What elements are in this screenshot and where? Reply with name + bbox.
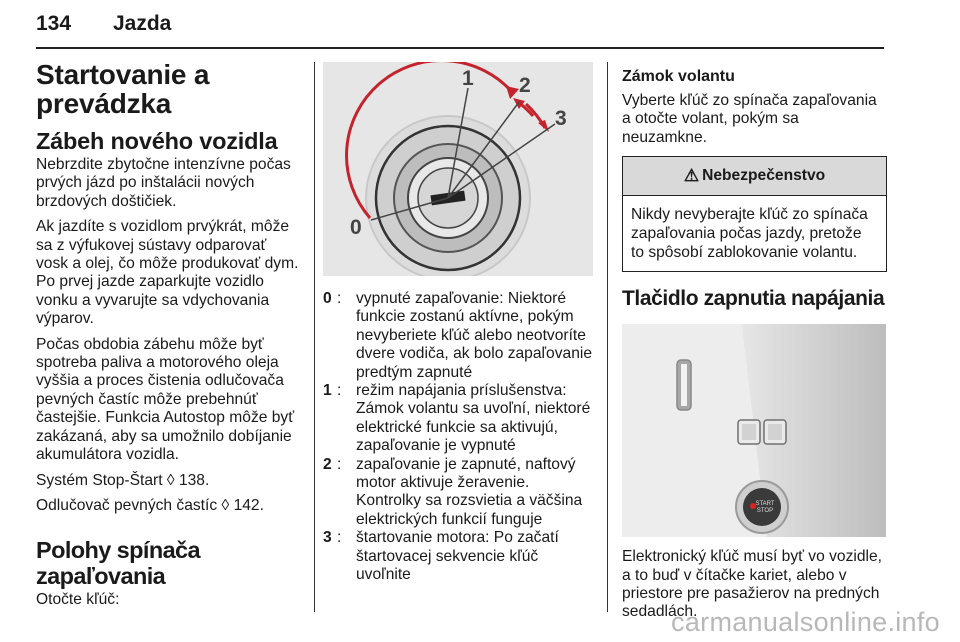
legend-text: vypnuté zapaľovanie: Niektoré funkcie zostanú aktívne, pokým nevyberiete kľúč alebo neotvoríte dvere vodiča, ak bolo zapaľovanie predtým zapnuté xyxy=(356,290,593,381)
position-label-1: 1 xyxy=(462,67,474,90)
warning-title: Nebezpečenstvo xyxy=(702,167,826,185)
legend-row xyxy=(323,529,595,584)
paragraph-turn-key: Otočte kľúč: xyxy=(36,591,120,609)
warning-text: Nikdy nevyberajte kľúč zo spínača zapaľovania počas jazdy, pretože to spôsobí zablokovanie volantu. xyxy=(631,206,868,262)
start-button-label-line2: STOP xyxy=(756,508,774,515)
xref-particle-filter[interactable] xyxy=(36,497,302,515)
legend-colon: : xyxy=(337,529,342,547)
steering-lock-paragraph: Vyberte kľúč zo spínača zapaľovania a otočte volant, pokým sa neuzamkne. xyxy=(622,92,877,146)
legend-row xyxy=(323,290,595,382)
dashboard-photo-drawing xyxy=(622,324,886,537)
chapter-title: Jazda xyxy=(113,12,172,35)
paragraph-consumption: Počas obdobia zábehu môže byť spotreba paliva a motorového oleja vyššia a proces čistenia odlučovača pevných častíc môže prebehnúť častejšie. Funkcia Autostop môže byť zakázaná, aby sa umožnilo dobíjanie akumulátora vozidla. xyxy=(36,335,295,464)
position-label-0: 0 xyxy=(350,216,362,239)
section-title-line1: Startovanie a xyxy=(36,59,210,90)
paragraph-brakes: Nebrzdite zbytočne intenzívne počas prvých jázd po inštalácii nových brzdových doštičiek. xyxy=(36,156,291,210)
paragraph-exhaust: Ak jazdíte s vozidlom prvýkrát, môže sa z výfukovej sústavy odparovať vosk a olej, čo môže produkovať dym. Po prvej jazde zaparkujte vozidlo vonku a vyvarujte sa vdychovania výparov. xyxy=(36,218,299,328)
warning-header xyxy=(623,157,886,196)
legend-row xyxy=(323,382,595,456)
position-label-2: 2 xyxy=(519,74,531,97)
watermark: carmanualsonline.info xyxy=(671,607,940,637)
legend-colon: : xyxy=(337,455,342,473)
xref-arrow-icon: ◊ xyxy=(166,471,175,489)
ignition-switch-drawing xyxy=(323,62,593,276)
power-button-title: Tlačidlo zapnutia napájania xyxy=(622,287,885,311)
section-title xyxy=(36,60,302,118)
subsection-ignition-title: Polohy spínača zapaľovania xyxy=(36,537,200,590)
xref-arrow-icon: ◊ xyxy=(221,496,230,514)
legend-colon: : xyxy=(337,290,342,307)
warning-box xyxy=(622,156,887,272)
power-button-paragraph: Elektronický kľúč musí byť vo vozidle, a to buď v čítačke kariet, alebo v priestore pre pasažierov na predných sedadlách. xyxy=(622,548,882,621)
power-button-photo xyxy=(622,324,886,537)
ignition-positions-legend xyxy=(323,290,595,585)
xref-particle-filter-label: Odlučovač pevných častíc xyxy=(36,496,218,514)
xref-stop-start[interactable] xyxy=(36,472,302,490)
column-divider-right xyxy=(607,62,608,612)
xref-stop-start-page: 138. xyxy=(178,471,210,489)
legend-text: zapaľovanie je zapnuté, naftový motor aktivuje žeravenie. Kontrolky sa rozsvietia a väčšina elektrických funkcií funguje xyxy=(356,455,583,528)
legend-number: 2 xyxy=(323,455,332,473)
warning-triangle-icon: ⚠ xyxy=(683,166,700,186)
legend-row xyxy=(323,456,595,530)
ignition-switch-illustration xyxy=(323,62,593,276)
legend-number: 3 xyxy=(323,529,332,547)
column-divider-left xyxy=(314,62,315,612)
subsection-break-in-title: Zábeh nového vozidla xyxy=(36,128,278,154)
legend-number: 0 xyxy=(323,290,332,307)
legend-text: režim napájania príslušenstva: Zámok volantu sa uvoľní, niektoré elektrické funkcie sa aktivujú, zapaľovanie je vypnuté xyxy=(356,382,591,455)
header-rule xyxy=(36,47,884,49)
position-label-3: 3 xyxy=(555,107,567,130)
start-button-label-line1: START xyxy=(755,501,775,508)
right-column xyxy=(622,60,887,622)
section-title-line2: prevádzka xyxy=(36,88,172,119)
legend-colon: : xyxy=(337,382,342,400)
left-column xyxy=(36,60,302,610)
xref-particle-filter-page: 142. xyxy=(233,496,264,514)
page-number: 134 xyxy=(36,12,72,35)
legend-text: štartovanie motora: Po začatí štartovacej sekvencie kľúč uvoľnite xyxy=(356,529,559,584)
legend-number: 1 xyxy=(323,382,332,400)
xref-stop-start-label: Systém Stop-Štart xyxy=(36,471,163,489)
steering-lock-title: Zámok volantu xyxy=(622,68,735,85)
